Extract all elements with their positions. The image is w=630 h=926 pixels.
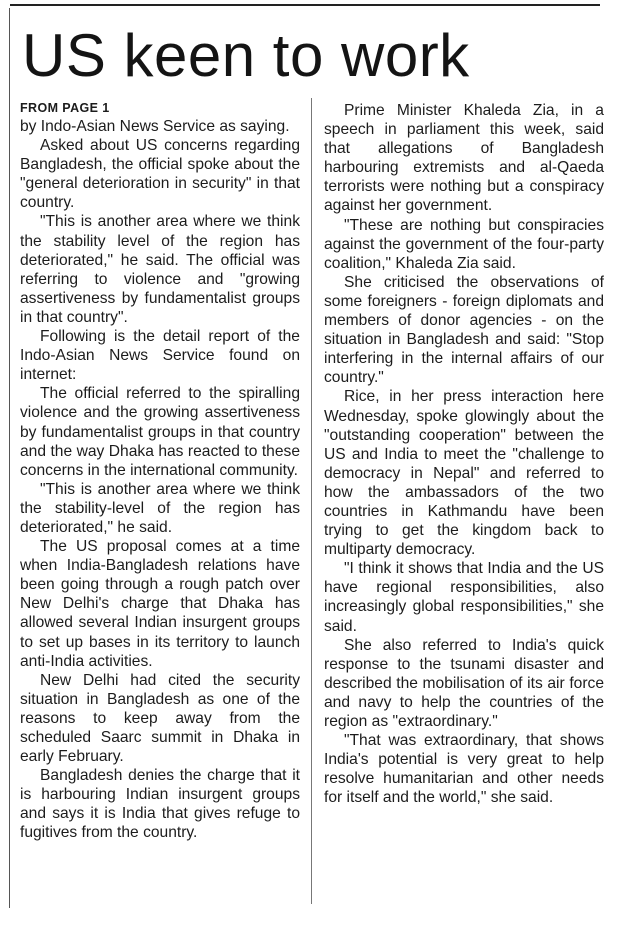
paragraph: Asked about US concerns regarding Bangladesh, the official spoke about the "general deterioration in security" in that country. (20, 137, 300, 212)
paragraph: Rice, in her press interaction here Wednesday, spoke glowingly about the "outstanding cooperation" between the US and India to meet the "challenge to democracy in Nepal" and referred to how the ambassadors of the two countries in Kathmandu have been trying to get the kingdom back to multiparty democracy. (324, 388, 604, 559)
headline: US keen to work (22, 22, 470, 89)
column-divider (311, 98, 312, 904)
paragraph: "That was extraordinary, that shows India's potential is very great to help resolve humanitarian and other needs for itself and the world," she said. (324, 732, 604, 807)
paragraph: The US proposal comes at a time when India-Bangladesh relations have been going through a rough patch over New Delhi's charge that Dhaka has allowed several Indian insurgent groups to set up bases in its territory to launch anti-India activities. (20, 538, 300, 670)
top-rule (10, 4, 600, 6)
paragraph: Bangladesh denies the charge that it is harbouring Indian insurgent groups and says it is India that gives refuge to fugitives from the country. (20, 767, 300, 842)
paragraph: "This is another area where we think the stability-level of the region has deteriorated," he said. (20, 480, 300, 536)
paragraph: "I think it shows that India and the US have regional responsibilities, also increasingly global responsibilities," she said. (324, 560, 604, 635)
paragraph: She criticised the observations of some foreigners - foreign diplomats and members of donor agencies - on the situation in Bangladesh and said: "Stop interfering in the internal affairs of our country." (324, 273, 604, 387)
paragraph: Following is the detail report of the Indo-Asian News Service found on internet: (20, 328, 300, 384)
paragraph: by Indo-Asian News Service as saying. (20, 118, 290, 135)
paragraph: "These are nothing but conspiracies against the government of the four-party coalition," Khaleda Zia said. (324, 216, 604, 272)
paragraph: New Delhi had cited the security situation in Bangladesh as one of the reasons to keep away from the scheduled Saarc summit in Dhaka in early February. (20, 671, 300, 766)
paragraph: The official referred to the spiralling violence and the growing assertiveness by fundamentalist groups in that country and the way Dhaka has reacted to these concerns in the international community. (20, 385, 300, 479)
paragraph: Prime Minister Khaleda Zia, in a speech in parliament this week, said that allegations of Bangladesh harbouring extremists and al-Qaeda terrorists were nothing but a conspiracy against her government. (324, 102, 604, 215)
paragraph: She also referred to India's quick response to the tsunami disaster and described the mobilisation of its air force and navy to help the countries of the region as "extraordinary." (324, 636, 604, 730)
left-border-rule (9, 8, 10, 908)
left-column (20, 101, 300, 843)
paragraph: "This is another area where we think the stability level of the region has deteriorated," he said. The official was referring to violence and "growing assertiveness by fundamentalist groups in that country". (20, 213, 300, 326)
right-column (324, 101, 604, 807)
kicker-from-page: FROM PAGE 1 (20, 101, 110, 115)
